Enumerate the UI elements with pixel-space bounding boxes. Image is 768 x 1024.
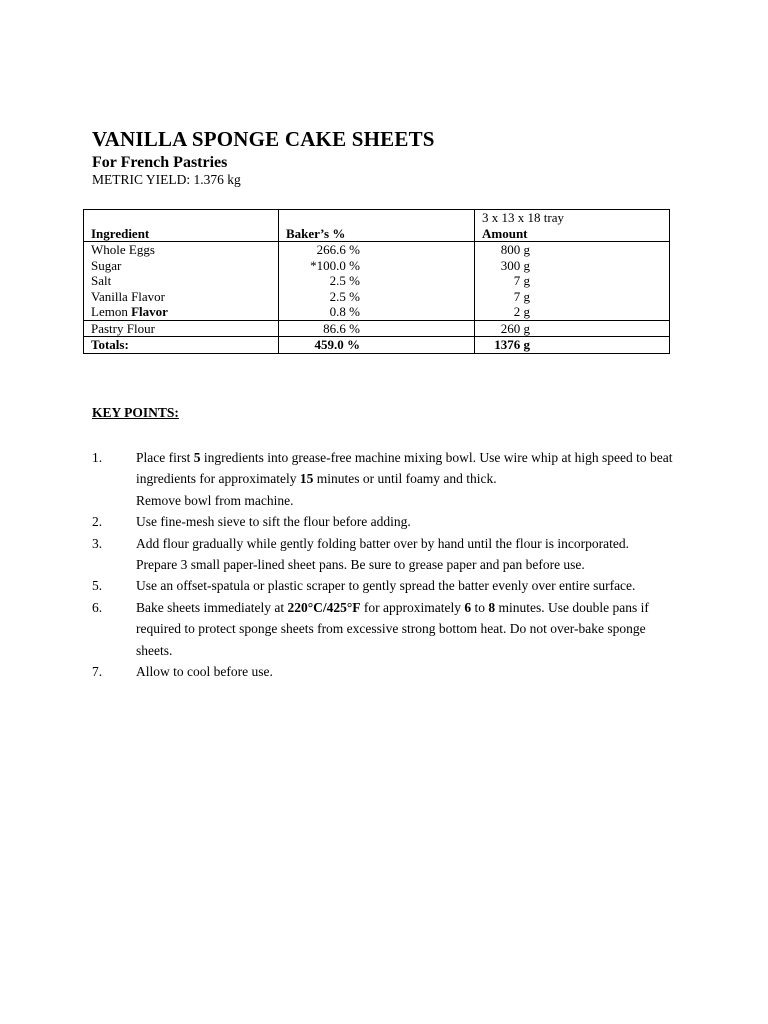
totals-amount-cell	[475, 337, 670, 354]
step-text: Place first 5 ingredients into grease-free machine mixing bowl. Use wire whip at high speed to beat ingredients for approximately 15 minutes or until foamy and thick. Remove bowl from machine.	[136, 450, 673, 508]
ingredient-table	[83, 209, 670, 354]
step-text: Add flour gradually while gently folding batter over by hand until the flour is incorporated. Prepare 3 small paper-lined sheet pans. Be sure to grease paper and pan before use.	[136, 535, 630, 573]
list-item	[92, 511, 692, 532]
step-text: Use fine-mesh sieve to sift the flour before adding.	[136, 514, 411, 530]
amount-value: 2 g	[513, 304, 530, 319]
header-bakers-percent: Baker’s %	[279, 226, 475, 242]
totals-percent-cell	[279, 337, 475, 354]
amount-cell	[475, 242, 670, 321]
ingredient-name: Salt	[91, 273, 112, 288]
empty-cell	[279, 210, 475, 226]
key-points-heading: KEY POINTS:	[92, 405, 179, 420]
amount-value: 260 g	[500, 320, 530, 336]
table-row	[84, 320, 670, 337]
recipe-subtitle: For French Pastries	[92, 154, 228, 171]
ingredient-name: Whole Eggs	[91, 242, 155, 257]
step-text: Use an offset-spatula or plastic scraper to gently spread the batter evenly over entire surface.	[136, 578, 636, 594]
bakers-percent: 266.6 %	[316, 242, 360, 257]
ingredient-name: Pastry Flour	[84, 320, 279, 337]
bakers-percent: *100.0 %	[310, 257, 360, 273]
step-number: 5.	[92, 578, 103, 594]
totals-row	[84, 337, 670, 354]
amount-value: 300 g	[500, 257, 530, 273]
bakers-percent: 2.5 %	[329, 288, 360, 304]
amount-cell	[475, 320, 670, 337]
list-item	[92, 447, 692, 511]
header-amount: Amount	[475, 226, 670, 242]
recipe-title: VANILLA SPONGE CAKE SHEETS	[92, 127, 435, 151]
list-item	[92, 575, 692, 596]
totals-percent: 459.0 %	[314, 337, 360, 352]
totals-amount: 1376 g	[494, 337, 530, 352]
ingredient-cell	[84, 242, 279, 321]
table-row	[84, 242, 670, 321]
step-number: 3.	[92, 535, 103, 551]
header-ingredient: Ingredient	[84, 226, 279, 242]
step-number: 1.	[92, 450, 103, 465]
ingredient-name: Vanilla Flavor	[91, 288, 166, 304]
amount-value: 800 g	[500, 242, 530, 257]
tray-row	[84, 210, 670, 226]
metric-yield: METRIC YIELD: 1.376 kg	[92, 172, 241, 187]
bakers-percent: 86.6 %	[323, 320, 360, 336]
list-item	[92, 597, 692, 661]
tray-size-label: 3 x 13 x 18 tray	[475, 210, 670, 226]
bakers-percent: 2.5 %	[329, 273, 360, 288]
percent-cell	[279, 242, 475, 321]
totals-label: Totals:	[84, 337, 279, 354]
step-text: Allow to cool before use.	[136, 664, 273, 680]
step-text: Bake sheets immediately at 220°C/425°F for approximately 6 to 8 minutes. Use double pans if required to protect sponge sheets from excessive strong bottom heat. Do not over-bake sponge sheets.	[136, 599, 649, 658]
list-item	[92, 533, 692, 576]
ingredient-name: Lemon Flavor	[91, 304, 168, 319]
key-points-list	[92, 447, 692, 682]
step-number: 6.	[92, 599, 103, 615]
list-item	[92, 661, 692, 682]
step-number: 2.	[92, 514, 103, 530]
percent-cell	[279, 320, 475, 337]
step-number: 7.	[92, 664, 103, 680]
amount-value: 7 g	[513, 288, 530, 304]
table-header-row	[84, 226, 670, 242]
amount-value: 7 g	[513, 273, 530, 288]
empty-cell	[84, 210, 279, 226]
ingredient-name: Sugar	[91, 257, 122, 273]
bakers-percent: 0.8 %	[329, 304, 360, 319]
